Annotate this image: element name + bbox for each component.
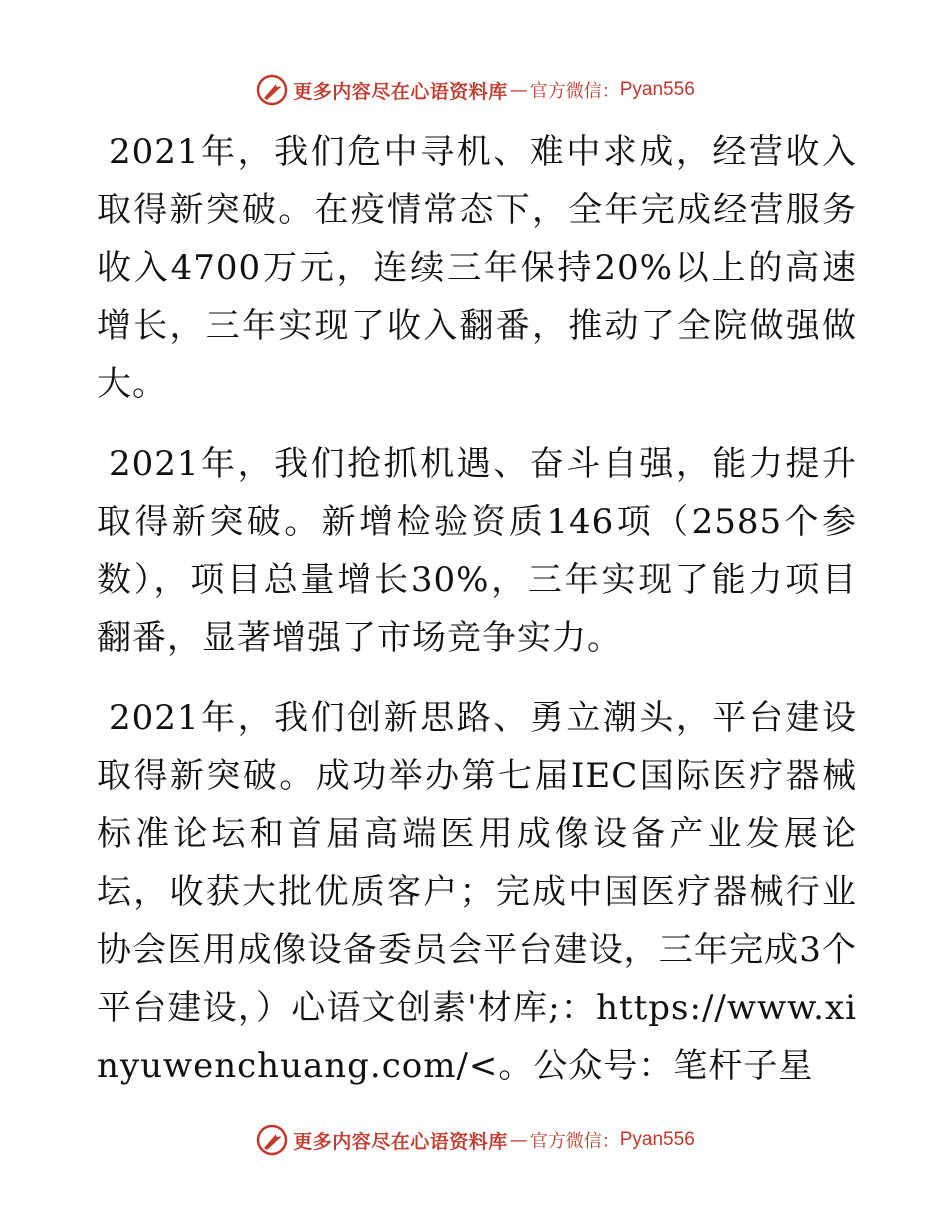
banner-sub-text: 官方微信： [529, 81, 620, 102]
footer-banner [0, 1120, 950, 1160]
banner-wechat-id: Pyan556 [619, 79, 695, 100]
banner-dash: — [509, 1129, 528, 1151]
pen-nib-logo-icon [255, 73, 289, 107]
paragraph-platform: 2021年，我们创新思路、勇立潮头，平台建设取得新突破。成功举办第七届IEC国际医疗器械标准论坛和首届高端医用成像设备产业发展论坛，收获大批优质客户；完成中国医疗器械行业协会医用成像设备委员会平台建设，三年完成3个平台建设，）心语文创素'材库;：https://www.xinyuwenchuang.com/<。公众号：笔杆子星 [97, 698, 857, 1086]
banner-wechat-id: Pyan556 [619, 1129, 695, 1150]
document-body [97, 123, 857, 1117]
pen-nib-logo-icon [255, 1123, 289, 1157]
banner-main-text: 更多内容尽在心语资料库 [293, 80, 508, 103]
banner-main-text: 更多内容尽在心语资料库 [293, 1130, 508, 1153]
banner-dash: — [509, 79, 528, 101]
header-banner [0, 70, 950, 110]
paragraph-capability: 2021年，我们抢抓机遇、奋斗自强，能力提升取得新突破。新增检验资质146项（2585个参数），项目总量增长30%，三年实现了能力项目翻番，显著增强了市场竞争实力。 [97, 444, 857, 658]
banner-sub-text: 官方微信： [529, 1131, 620, 1152]
paragraph-revenue: 2021年，我们危中寻机、难中求成，经营收入取得新突破。在疫情常态下，全年完成经营服务收入4700万元，连续三年保持20%以上的高速增长，三年实现了收入翻番，推动了全院做强做大。 [97, 132, 857, 404]
